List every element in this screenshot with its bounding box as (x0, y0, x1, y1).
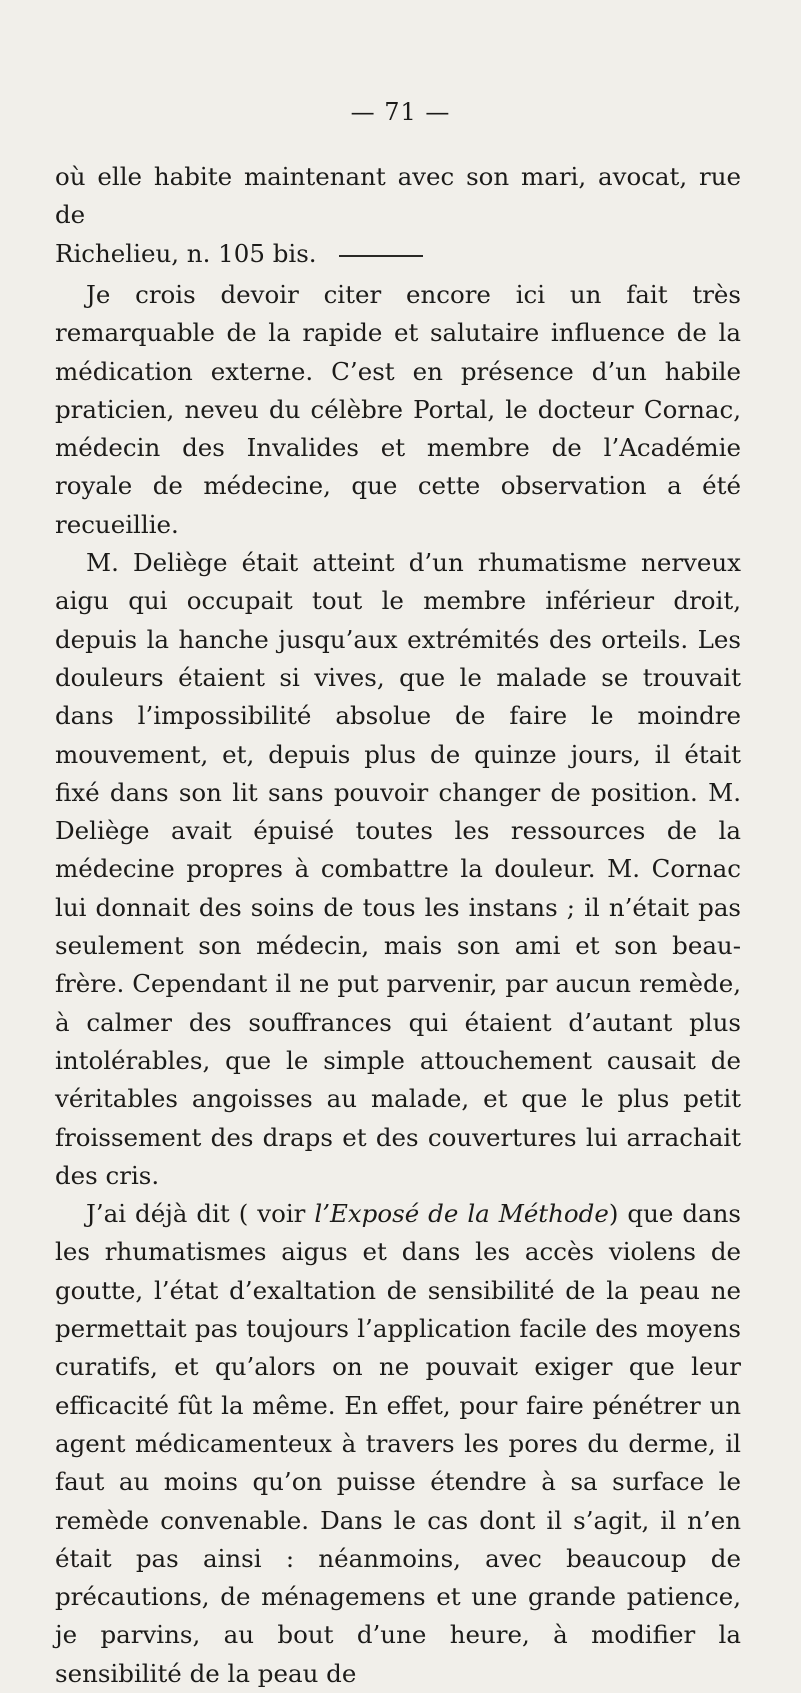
paragraph-3-before: J’ai déjà dit ( voir (86, 1199, 315, 1229)
section-divider (339, 255, 423, 257)
page-number: — 71 — (350, 98, 451, 126)
paragraph-3-after: ) que dans les rhumatismes aigus et dans les accès violens de goutte, l’état d’exaltation de sensibilité de la peau ne permettait pas toujours l’application facile des moyens curatifs, et qu’alors on ne pouvait exiger que leur efficacité fût la même. En effet, pour faire pénétrer un agent médicamenteux à travers les pores du derme, il faut au moins qu’on puisse étendre à sa surface le remède convenable. Dans le cas dont il s’agit, il n’en était pas ainsi : néanmoins, avec beaucoup de précautions, de ménagemens et une grande patience, je parvins, au bout d’une heure, à modifier la sensibilité de la peau de (55, 1199, 741, 1688)
opening-line-1: où elle habite maintenant avec son mari, avocat, rue de (55, 162, 741, 230)
opening-line-2: Richelieu, n. 105 bis. (55, 238, 317, 268)
paragraph-3 (55, 1195, 741, 1693)
referenced-work-title: l’Exposé de la Méthode (314, 1199, 609, 1229)
paragraph-1: Je crois devoir citer encore ici un fait très remarquable de la rapide et salutaire influence de la médication externe. C’est en présence d’un habile praticien, neveu du célèbre Portal, le docteur Cornac, médecin des Invalides et membre de l’Académie royale de médecine, que cette observation a été recueillie. (55, 280, 741, 539)
body-text (55, 276, 741, 1693)
paragraph-2: M. Deliège était atteint d’un rhumatisme nerveux aigu qui occupait tout le membre inférieur droit, depuis la hanche jusqu’aux extrémités des orteils. Les douleurs étaient si vives, que le malade se trouvait dans l’impossibilité absolue de faire le moindre mouvement, et, depuis plus de quinze jours, il était fixé dans son lit sans pouvoir changer de position. M. Deliège avait épuisé toutes les ressources de la médecine propres à combattre la douleur. M. Cornac lui donnait des soins de tous les instans ; il n’était pas seulement son médecin, mais son ami et son beau-frère. Cependant il ne put parvenir, par aucun remède, à calmer des souffrances qui étaient d’autant plus intolérables, que le simple attouchement causait de véritables angoisses au malade, et que le plus petit froissement des draps et des couvertures lui arrachait des cris. (55, 548, 741, 1190)
